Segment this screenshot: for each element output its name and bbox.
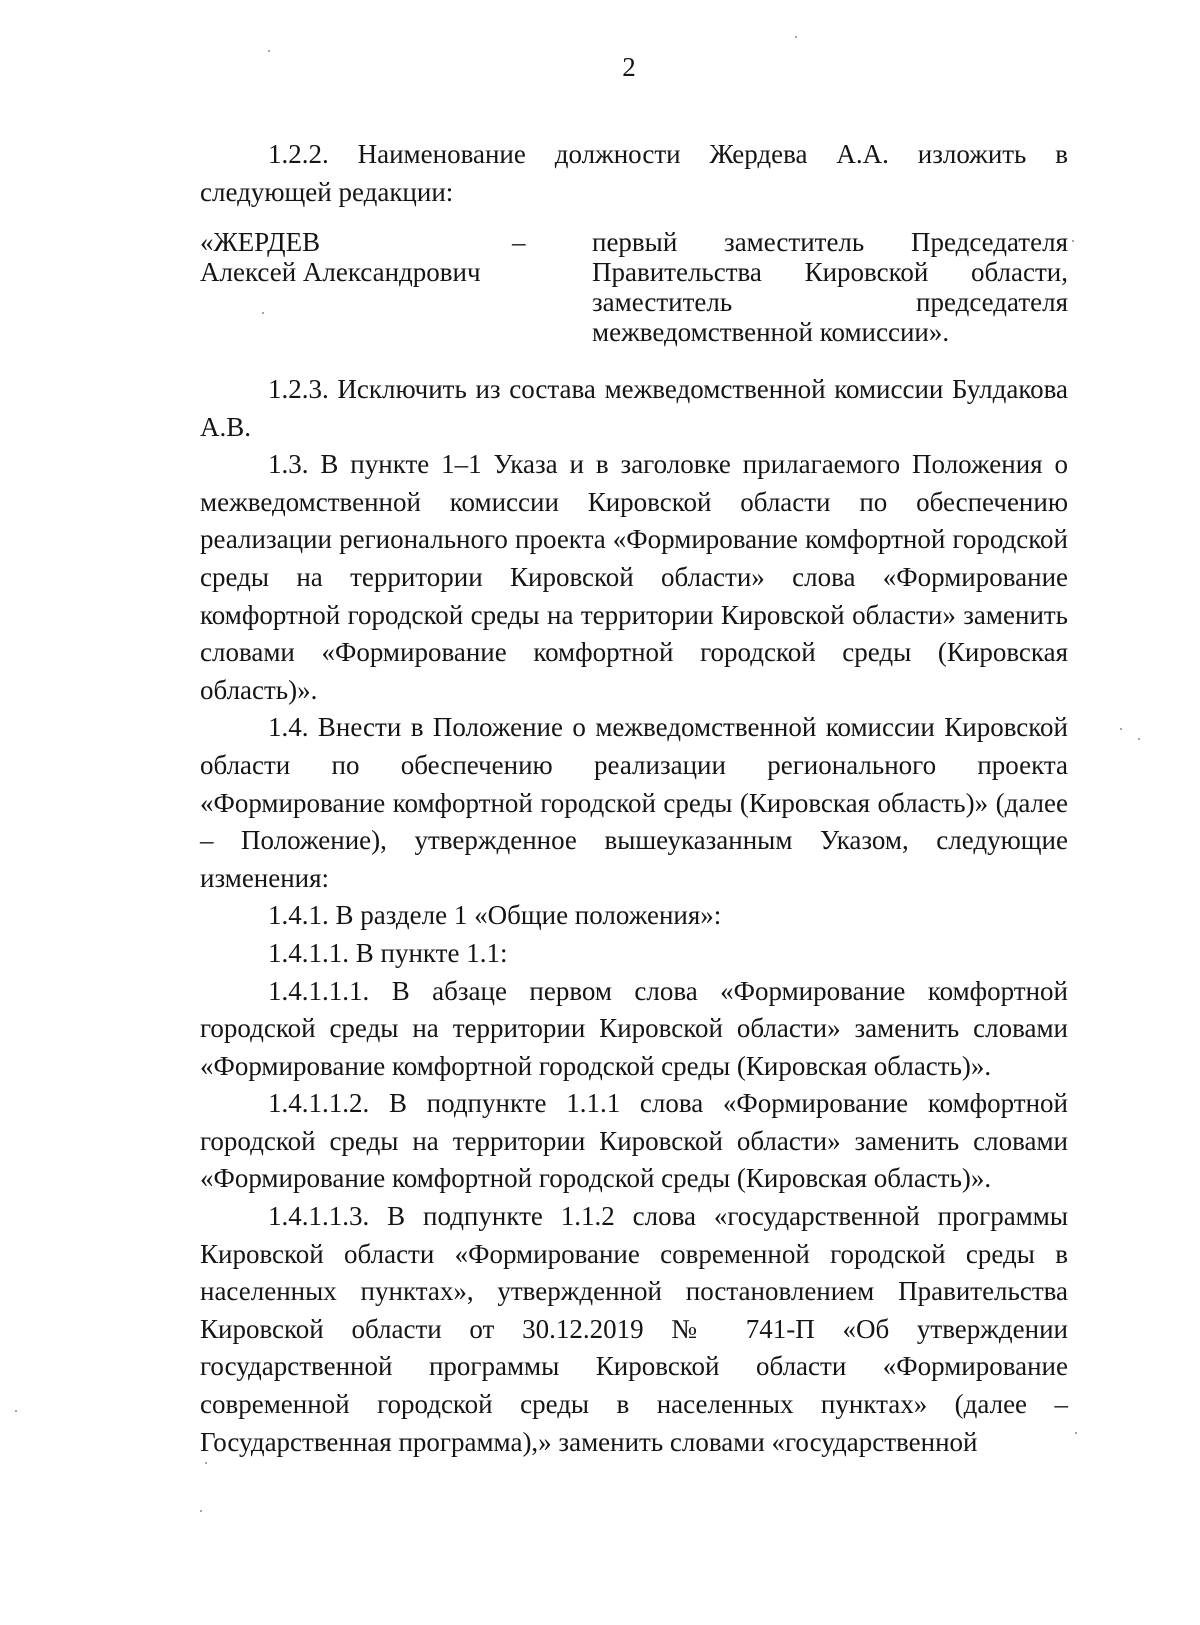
paragraph-1-4-1: 1.4.1. В разделе 1 «Общие положения»: (268, 900, 722, 931)
scan-speck (1138, 738, 1140, 740)
scan-speck (262, 312, 264, 314)
member-surname: «ЖЕРДЕВ (200, 227, 321, 257)
body-text (200, 371, 1068, 1461)
scan-speck (268, 50, 270, 52)
paragraph-1-4-1-1-1: 1.4.1.1.1. В абзаце первом слова «Формирование комфортной городской среды на территории Кировской области» заменить словами «Формирование комфортной городской среды (Кировская область)». (200, 975, 1068, 1081)
scan-speck (200, 1510, 202, 1512)
paragraph-1-4-1-1-3: 1.4.1.1.3. В подпункте 1.1.2 слова «государственной программы Кировской области «Формирование современной городской среды в населенных пунктах», утвержденной постановлением Правительства Кировской области от 30.12.2019 № 741-П «Об утверждении государственной программы Кировской области «Формирование современной городской среды в населенных пунктах» (далее – Государственная программа),» заменить словами «государственной (200, 1201, 1068, 1457)
scan-speck (1075, 1432, 1077, 1434)
member-name (200, 227, 520, 287)
scan-speck (1120, 728, 1122, 730)
scan-speck (1072, 240, 1074, 242)
paragraph-1-4: 1.4. Внести в Положение о межведомственной комиссии Кировской области по обеспечению реализации регионального проекта «Формирование комфортной городской среды (Кировская область)» (далее – Положение), утвержденное вышеуказанным Указом, следующие изменения: (200, 712, 1068, 893)
paragraph-1-2-3: 1.2.3. Исключить из состава межведомственной комиссии Булдакова А.В. (200, 374, 1068, 442)
page-number: 2 (622, 52, 636, 82)
scan-speck (15, 1410, 17, 1412)
paragraph-1-2-2: 1.2.2. Наименование должности Жердева А.А. изложить в следующей редакции: (200, 139, 1068, 207)
paragraph-1-4-1-1: 1.4.1.1. В пункте 1.1: (268, 937, 508, 968)
paragraph-1-3: 1.3. В пункте 1–1 Указа и в заголовке прилагаемого Положения о межведомственной комиссии Кировской области по обеспечению реализации регионального проекта «Формирование комфортной городской среды на территории Кировской области» слова «Формирование комфортной городской среды на территории Кировской области» заменить словами «Формирование комфортной городской среды (Кировская область)». (200, 449, 1068, 705)
scan-speck (795, 36, 797, 38)
member-dash: – (512, 227, 526, 257)
section-1-2-2 (200, 136, 1068, 211)
scan-speck (205, 1462, 207, 1464)
paragraph-1-4-1-1-2: 1.4.1.1.2. В подпункте 1.1.1 слова «Формирование комфортной городской среды на территории Кировской области» заменить словами «Формирование комфортной городской среды (Кировская область)». (200, 1088, 1068, 1194)
member-given-names: Алексей Александрович (200, 257, 481, 287)
member-position: первый заместитель Председателя Правительства Кировской области, заместитель председателя межведомственной комиссии». (592, 227, 1068, 347)
